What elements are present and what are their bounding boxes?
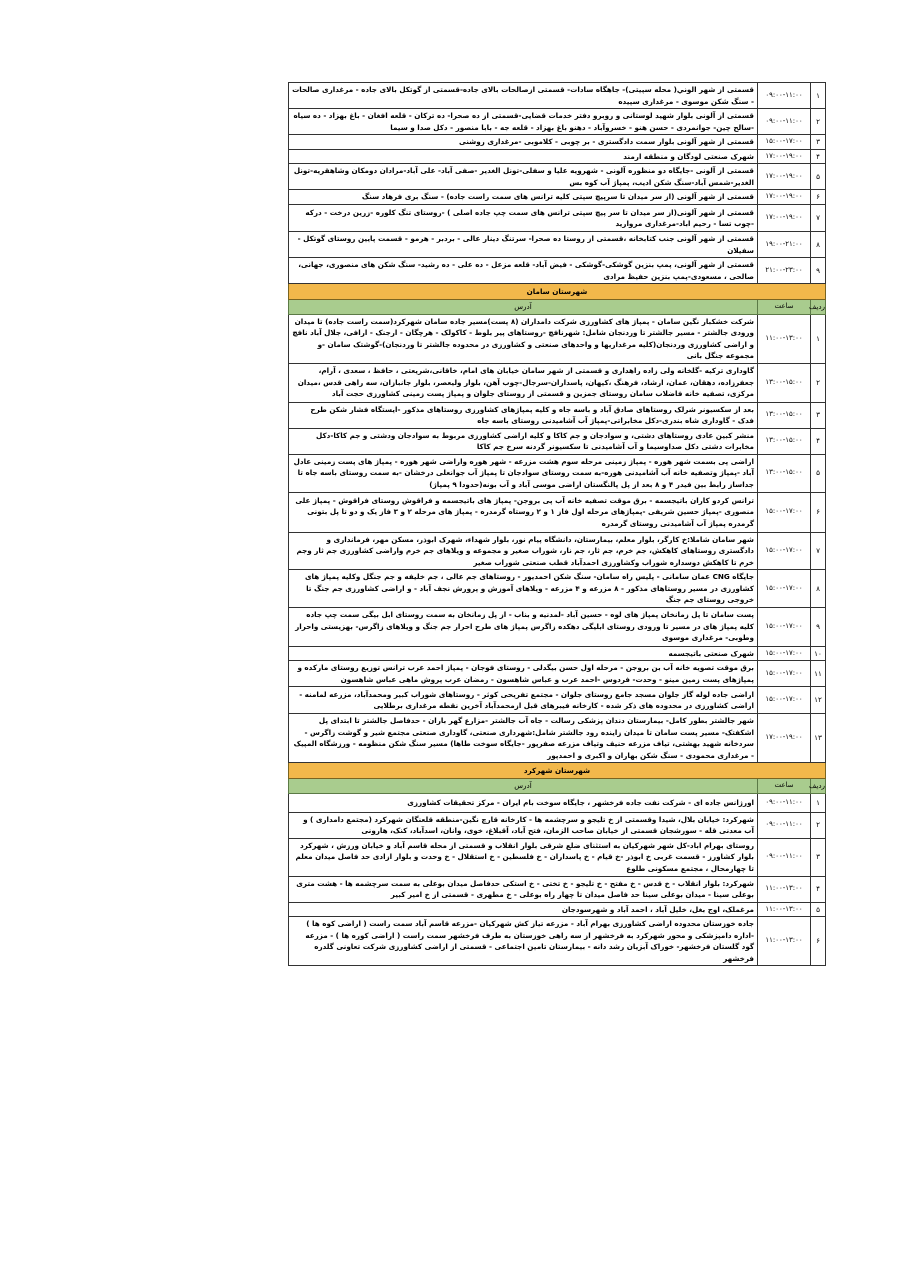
outage-address: قسمتی از آلونی -جایگاه دو منظوره آلونی - شهرویه علیا و سفلی-تونل الغدیر -صفی آباد- علی آباد-مرادان دومکان وشاهقریه-تونل الغدیر-شمس آباد-سنگ شکن ادیب، پمپاژ آب کوه بس — [289, 164, 758, 190]
row-number: ۵ — [811, 164, 826, 190]
outage-time: ۰۹:۰۰-۱۱:۰۰ — [758, 793, 811, 812]
outage-time: ۱۵:۰۰-۱۷:۰۰ — [758, 492, 811, 532]
schedule-table — [288, 82, 826, 966]
outage-address: قسمتی از شهر آلونی (از سر میدان تا سرپیچ سپتی کلیه ترانس های سمت راست جاده) - سنگ بری فرهاد سنگ — [289, 190, 758, 205]
row-number: ۹ — [811, 258, 826, 284]
row-number: ۱ — [811, 83, 826, 109]
header-row-number: ردیف — [811, 779, 826, 794]
table-row — [289, 314, 826, 363]
outage-time: ۱۵:۰۰-۱۷:۰۰ — [758, 532, 811, 570]
table-row — [289, 205, 826, 232]
row-number: ۹ — [811, 607, 826, 646]
table-row — [289, 532, 826, 570]
table-row — [289, 232, 826, 258]
row-number: ۳ — [811, 402, 826, 428]
outage-time: ۱۹:۰۰-۲۱:۰۰ — [758, 232, 811, 258]
outage-address: شهر سامان شاملا:خ کارگر، بلوار معلم، بیمارستان، دانشگاه پیام نور، بلوار شهداء، شهرک ابوذر، مسکن مهر، فرمانداری و دادگستری روستاهای کاهکش، جم خرم، جم ثار، جم نار، شوراب صغیر و مجموعه و ویلاهای جم خرم واراضی کشاورزی جم ثار وجم خرم تا کاهکش دوسداره شوراب وکشاورزی احمدآباد قطب صنعتی شوراب صغیر — [289, 532, 758, 570]
outage-time: ۱۱:۰۰-۱۳:۰۰ — [758, 902, 811, 917]
outage-time: ۱۱:۰۰-۱۳:۰۰ — [758, 876, 811, 902]
table-row — [289, 902, 826, 917]
outage-time: ۱۳:۰۰-۱۵:۰۰ — [758, 454, 811, 492]
outage-address: روستای بهرام اباد-کل شهر شهرکیان به استثنای ضلع شرقی بلوار انقلاب و قسمتی از محله قاسم آباد و خیابان ورزش ، شهرکرد بلوار کشاورز - قسمت غربی خ ابوذر -خ قیام - خ پاسداران - خ فلسطین - خ استقلال - خ وحدت و بلوار ازادی حد فاصل میدان معلم تا چهارمحال ، مجتمع مسکونی طلوع — [289, 838, 758, 876]
row-number: ۱ — [811, 314, 826, 363]
outage-time: ۱۵:۰۰-۱۷:۰۰ — [758, 661, 811, 687]
outage-time: ۰۹:۰۰-۱۱:۰۰ — [758, 109, 811, 135]
table-row — [289, 646, 826, 661]
table-row — [289, 661, 826, 687]
outage-address: گاوداری ترکیه -گلخانه ولی زاده راهداری و قسمتی از شهر سامان خیابان های امام، خاقانی،شریعتی ، حافظ ، سعدی ، آرام، جعفرزاده، دهقان، عمان، ارشاد، فرهنگ ،کیهان، پاسداران-سرجال-چوب آهن، بلوار ولیعصر، بلوار جانبازان، سه راهی قدس ،میدان مرکزی، تصفیه خانه فاضلاب سامان روستای جمزین و قسمتی از روستای جلوان و پمپاژ پست زمینی کشاورزی حجت آباد — [289, 363, 758, 402]
row-number: ۱ — [811, 793, 826, 812]
row-number: ۵ — [811, 454, 826, 492]
outage-address: قسمتی از آلونی بلوار شهید لوستانی و روبرو دفتر خدمات قضایی-قسمتی از ده صحرا- ده ترکان - قلعه افغان - باغ بهزاد - ده سیاه -سالح چین- جوانمردی - حسن هنو - خسروآباد - دهنو باغ بهزاد - قلعه جه - بابا منصور - دکل صدا و سیما — [289, 109, 758, 135]
table-row — [289, 492, 826, 532]
row-number: ۲ — [811, 109, 826, 135]
table-row — [289, 83, 826, 109]
row-number: ۱۱ — [811, 661, 826, 687]
row-number: ۸ — [811, 232, 826, 258]
outage-address: جایگاه CNG عمان سامانی - پلیس راه سامان- سنگ شکن احمدیور - روستاهای جم عالی ، جم خلیفه و جم جنگل وکلیه پمپاژ های کشاورزی در مسیر روستاهای مذکور - ۸ مزرعه و ۴ مزرعه - ویلاهای آموزش و پرورش نجف آباد - و اراضی کشاورزی جم جنگ تا خروجی روستای جم جنگ — [289, 570, 758, 608]
table-row — [289, 454, 826, 492]
outage-address: شهرکرد: بلوار انقلاب - خ قدس - خ مفتح - خ تلیجو - خ تختی - خ استکی حدفاصل میدان بوعلی به سمت سرچشمه ها - هشت متری بوعلی سینا - میدان بوعلی سینا حد فاصل میدان تا چهار راه بوعلی - خ مطهری - قسمتی از خ امیر کبیر — [289, 876, 758, 902]
outage-time: ۱۷:۰۰-۱۹:۰۰ — [758, 190, 811, 205]
row-number: ۷ — [811, 205, 826, 232]
outage-time: ۱۷:۰۰-۱۹:۰۰ — [758, 164, 811, 190]
table-row — [289, 135, 826, 150]
table-row — [289, 876, 826, 902]
outage-time: ۱۷:۰۰-۱۹:۰۰ — [758, 714, 811, 763]
header-time: ساعت — [758, 300, 811, 315]
outage-address: جاده خوزستان محدوده اراضی کشاورزی بهرام آباد - مزرعه تیاز کش شهرکیان -مزرعه قاسم آباد سمت راست ( اراضی کوه ها ) -اداره دامپزشکی و محور شهرکرد به فرخشهر از سه راهی خوزستان به طرف فرخشهر سمت راست ( اراضی کوره ها ) - مزرعه گود گلستان فرخشهر- خوراک آبزیان رشد دانه - بیمارستان تامین اجتماعی - قسمتی از اراضی کشاورزی شرکت تعاونی گلدره فرخشهر — [289, 917, 758, 966]
header-time: ساعت — [758, 779, 811, 794]
table-row — [289, 570, 826, 608]
outage-address: مرغملک، اوج بغل، خلیل آباد ، احمد آباد و شهرسودجان — [289, 902, 758, 917]
table-row — [289, 428, 826, 454]
outage-time: ۱۷:۰۰-۱۹:۰۰ — [758, 205, 811, 232]
outage-time: ۱۳:۰۰-۱۵:۰۰ — [758, 402, 811, 428]
row-number: ۴ — [811, 876, 826, 902]
outage-address: منشر کبین عادی روستاهای دشتی، و سوادجان و جم کاکا و کلیه اراضی کشاورزی مربوط به سوادجان ودشتی و جم کاکا-دکل مخابرات دشتی دکل صداوسیما و آب آشامیدنی تا سکسیونر گردنه سرخ جم کاکا — [289, 428, 758, 454]
row-number: ۶ — [811, 917, 826, 966]
row-number: ۷ — [811, 532, 826, 570]
outage-time: ۰۹:۰۰-۱۱:۰۰ — [758, 812, 811, 838]
row-number: ۵ — [811, 902, 826, 917]
outage-time: ۱۵:۰۰-۱۷:۰۰ — [758, 607, 811, 646]
table-row — [289, 164, 826, 190]
outage-address: شهر جالشتر بطور کامل- بیمارستان دندان پزشکی رسالت - جاه آب جالشتر -مزارع گهر باران - حدفاصل جالشتر تا ابتدای پل اشکفتک- مسیر پست سامان تا میدان زاینده رود جالشتر شامل:شهرداری صنعتی، گاوداری صنعتی مجتمع شیر و گوشت زاگرس - سردخانه شهید بهشتی، تیاف مزرعه حنیف وتیاف مزرعه صفرپور -جایگاه سوخت طاها) مسیر سنگ شکن منظومه - ورزشگاه المپیک - مرغداری محمودی - سنگ شکن بهاران و اکبری و احمدپور — [289, 714, 758, 763]
outage-address: شهرک صنعتی باتیجسمه — [289, 646, 758, 661]
row-number: ۲ — [811, 363, 826, 402]
table-row — [289, 687, 826, 714]
table-row — [289, 190, 826, 205]
outage-address: بعد از سکسیونر شرلک روستاهای صادق آباد و باسه جاه و کلیه پمپاژهای کشاورزی روستاهای مذکور -ایستگاه فشار شکن طرح فدک - گاوداری شاه بندری-دکل مخابراتی-پمپاژ آب آشامیدنی روستای باسه جاه — [289, 402, 758, 428]
row-number: ۸ — [811, 570, 826, 608]
outage-address: قسمتی از شهر آلونی، پمپ بنزین گوشکی-گوشکی - فیض آباد- قلعه مزعل - ده علی - ده رشید- سنگ شکن های منصوری، جهانی، صالحی ، مسعودی-پمپ بنزین حفیظ مرادی — [289, 258, 758, 284]
row-number: ۱۲ — [811, 687, 826, 714]
outage-time: ۱۳:۰۰-۱۵:۰۰ — [758, 363, 811, 402]
row-number: ۶ — [811, 492, 826, 532]
table-row — [289, 363, 826, 402]
outage-time: ۰۹:۰۰-۱۱:۰۰ — [758, 83, 811, 109]
outage-address: قسمتی از شهر آلونی بلوار سمت دادگستری - بر چوبی - کلاموبی -مرغداری روشنی — [289, 135, 758, 150]
section-title: شهرستان شهرکرد — [289, 763, 826, 779]
table-row — [289, 109, 826, 135]
outage-time: ۱۳:۰۰-۱۵:۰۰ — [758, 428, 811, 454]
outage-time: ۱۱:۰۰-۱۳:۰۰ — [758, 917, 811, 966]
outage-address: شهرک صنعتی لودگان و منطقه ارمند — [289, 149, 758, 164]
outage-time: ۱۵:۰۰-۱۷:۰۰ — [758, 570, 811, 608]
table-row — [289, 714, 826, 763]
outage-address: شرکت خشکبار نگین سامان - پمپاژ های کشاورزی شرکت دامداران (۸ پست)مسیر جاده سامان شهرکرد(سمت راست جاده) تا میدان ورودی جالشتر - مسیر جالشتر تا وردنجان شامل: شهرنافچ -روستاهای پیر بلوط - کاکولک - هرچگان - ارجنک - ارافی، جلال آباد نافچ و اراضی کشاورزی وردنجان(کلیه مرغداریها و واحدهای صنعتی و کشاورزی در محدوده جالشتر تا وردنجان)-گوشتک سامان -و مجموعه جنگل بانی — [289, 314, 758, 363]
outage-address: پست سامان تا پل زمانخان پمپاژ های لوه - حسین آباد -لمدنیه و بناب - از پل زمانخان به سمت روستای ابل بیگی سمت چپ جاده کلیه پمپاژ های در مسیر تا ورودی روستای ابلیگی دهکده زاگرس پمپاژ های طرح احرار جم جنگ و ویلاهای زاگرس- بهزیستی واحرار وطوبی- مرغداری موسوی — [289, 607, 758, 646]
header-address: آدرس — [289, 300, 758, 315]
outage-address: برق موقت تصویه خانه آب بن بروجن - مرحله اول حسن بیگدلی - روستای فوجان - پمپاژ احمد عرب ترانس توزیع روستای مارکده و پمپاژهای پست زمین مینو - وحدت- فردوس -احمد عرب و عباس شاهسون - رمضان عرب پروش ماهی عباس شاهسون — [289, 661, 758, 687]
table-row — [289, 607, 826, 646]
table-row — [289, 917, 826, 966]
outage-address: قسمتی از شهر آلونی جنب کتابخانه ،قسمتی از روستا ده صحرا- سرتنگ دینار عالی - بردبر - هرمو - قسمت پایین روستای گوتکل - سفیلان — [289, 232, 758, 258]
section2-title-row — [289, 284, 826, 300]
outage-address: اراضی جاده لوله گاز جلوان مسجد جامع روستای جلوان - مجتمع تفریحی کوثر - روستاهای شوراب کبیر ومحمدآباد، مزرعه لمامنه - اراضی کشاورزی در محدوده های ذکر شده - کارخانه فیبرهای قبل ازمحمدآباد آخرین نقطه مرغداری برطلایی — [289, 687, 758, 714]
outage-time: ۱۵:۰۰-۱۷:۰۰ — [758, 135, 811, 150]
outage-time: ۱۷:۰۰-۱۹:۰۰ — [758, 149, 811, 164]
outage-address: شهرکرد: خیابان بلال، شیدا وقسمتی از خ تلیجو و سرچشمه ها - کارخانه قارچ نگین-منطقه قلعنگان شهرکرد (مجتمع دامداری ) و آب معدنی قله - سورشجان قسمتی از خیابان صاحب الزمان، فتح آباد، آقبلاغ، خوی، وانان، اسدآباد، کنک، هارونی — [289, 812, 758, 838]
outage-address: قسمتی از شهر آلونی(از سر میدان تا سر پیچ سپتی ترانس های سمت چپ جاده اصلی ) -روستای تنگ کلوره -زرین درخت - درکه -چوب تسا - رحیم اباد-مرغداری مروارید — [289, 205, 758, 232]
outage-time: ۱۱:۰۰-۱۳:۰۰ — [758, 314, 811, 363]
outage-address: اورژانس جاده ای - شرکت نفت جاده فرخشهر ، جایگاه سوخت بام ایران - مرکز تحقیقات کشاورزی — [289, 793, 758, 812]
outage-address: اراضی پی بسمت شهر هوره - پمپاژ زمینی مرحله سوم هشت مزرعه - شهر هوره واراضی شهر هوره - پمپاژ های پست زمینی عادل آباد -پمپاژ وتصفیه خانه آب آشامیدنی هوره-به سمت روستای سوادجان تا پمپاژ آب جوانعلی درخشان -به سمت روستای باسه جاه تا جداساز رابط بین فیدر ۴ و ۸ بعد از پل پالنگستان اراضی موسی آباد و آب بونه(حدودا ۹ پمپاژ) — [289, 454, 758, 492]
table-row — [289, 402, 826, 428]
row-number: ۱۰ — [811, 646, 826, 661]
outage-time: ۱۵:۰۰-۱۷:۰۰ — [758, 687, 811, 714]
header-address: آدرس — [289, 779, 758, 794]
row-number: ۳ — [811, 838, 826, 876]
outage-time: ۰۹:۰۰-۱۱:۰۰ — [758, 838, 811, 876]
outage-schedule-sheet — [288, 82, 826, 966]
row-number: ۲ — [811, 812, 826, 838]
outage-time: ۱۵:۰۰-۱۷:۰۰ — [758, 646, 811, 661]
outage-time: ۲۱:۰۰-۲۳:۰۰ — [758, 258, 811, 284]
outage-address: ترانس کردو کاران باتیجسمه - برق موقت تصفیه خانه آب پی بروجن- پمپاژ های باتیجسمه و فراقوش روستای فراقوش - پمپاژ علی منصوری -پمپاژ حسین شریفی -پمپاژهای مرحله اول فاز ۱ و ۲ روستاه گرمدره - پمپاژ های مرحله ۲ و ۳ فاز یک و دو تا پل بتونی گرمدره پمپاژ آب آشامیدنی روستای گرمدره — [289, 492, 758, 532]
table-row — [289, 838, 826, 876]
row-number: ۴ — [811, 428, 826, 454]
header-row-number: ردیف — [811, 300, 826, 315]
row-number: ۶ — [811, 190, 826, 205]
row-number: ۱۳ — [811, 714, 826, 763]
section3-header-row — [289, 779, 826, 794]
table-row — [289, 258, 826, 284]
outage-address: قسمتی از شهر الوني( محله سپیتی)- جاهگاه سادات- قسمتی ازصالحات بالای جاده-قسمتی از گوتکل بالای جاده - مرغداری صالحات - سنگ شکن موسوی - مرغداری سپیده — [289, 83, 758, 109]
table-row — [289, 149, 826, 164]
row-number: ۳ — [811, 135, 826, 150]
section-title: شهرستان سامان — [289, 284, 826, 300]
table-row — [289, 812, 826, 838]
section3-title-row — [289, 763, 826, 779]
table-row — [289, 793, 826, 812]
section2-header-row — [289, 300, 826, 315]
row-number: ۴ — [811, 149, 826, 164]
